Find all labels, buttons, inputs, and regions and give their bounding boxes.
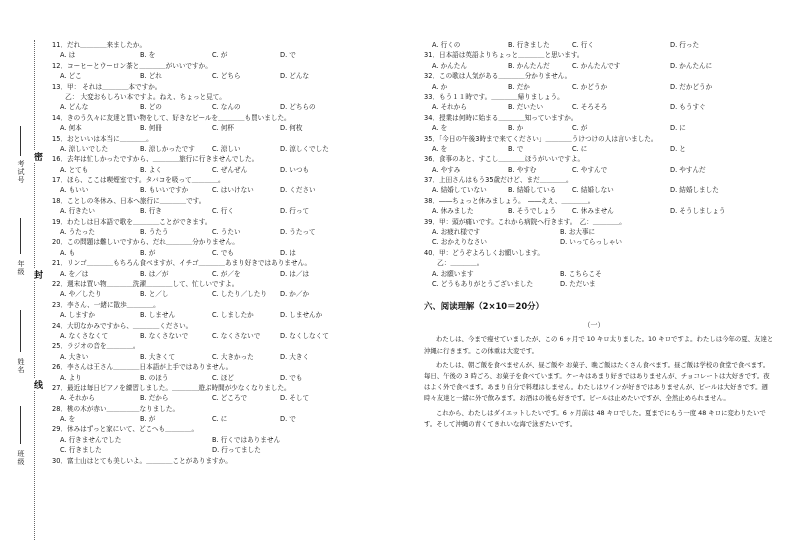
answer-option[interactable]: D. で [280,51,296,60]
answer-option[interactable]: C. ぜんぜん [212,165,248,174]
answer-option[interactable]: B. が [140,415,156,424]
answer-option[interactable]: C. 何杯 [212,124,234,133]
question-text: 乙：＿＿＿＿。 [424,259,484,268]
question-text: 16．去年は忙しかったですから、＿＿＿＿旅行に行きませんでした。 [52,155,259,164]
name-label: 姓名 [17,358,25,374]
question-text: 35．「今日の午後3時まで来てください」＿＿＿＿うけつけの人は言いました。 [424,134,658,143]
option-row [52,71,392,81]
option-row [52,414,392,424]
answer-option[interactable]: D. 大きく [280,352,310,361]
option-row [52,289,392,299]
left-column [52,40,392,466]
answer-option[interactable]: C. やすんで [572,165,608,174]
answer-option[interactable]: C. 行く [572,41,594,49]
answer-option[interactable]: C. かどうか [572,82,608,91]
option-row [52,144,392,154]
answer-option[interactable]: A. を [432,124,448,133]
option-row [424,279,764,289]
answer-option[interactable]: C. 涼しい [212,144,241,153]
answer-option[interactable]: D. いってらっしゃい [560,238,623,247]
option-row [52,445,392,455]
school-label: 班级 [17,450,25,466]
question-text: 15．おといいは本当に＿＿＿＿。 [52,134,153,143]
question-text: 19．わたしは日本語で歌を＿＿＿＿ことができます。 [52,217,212,226]
answer-option[interactable]: B. 行くではありません [212,435,281,444]
answer-option[interactable]: B. 行きました [508,41,550,49]
option-row [424,227,764,237]
answer-option[interactable]: B. かんたんだ [508,61,550,70]
answer-option[interactable]: B. お大事に [560,228,596,237]
answer-option[interactable]: A. うたった [60,228,95,237]
answer-option[interactable]: B. 何冊 [140,124,162,133]
option-row [52,331,392,341]
option-row [52,352,392,362]
question-text: 38．――ちょっと休みましょう。 ――ええ、＿＿＿＿。 [424,196,595,205]
answer-option[interactable]: A. 大きい [60,352,89,361]
answer-option[interactable]: B. 行き [140,207,162,216]
option-row [52,248,392,258]
question-text: 24．大切なかみですから、＿＿＿＿ください。 [52,321,193,330]
answer-option[interactable]: A. や／したり [60,290,102,299]
exam-no-line [20,126,21,156]
answer-option[interactable]: A. しますか [60,311,95,320]
question-text: 34．授業は何時に始まる＿＿＿＿知っていますか。 [424,113,578,122]
option-row [52,435,392,445]
answer-option[interactable]: C. が [212,51,228,60]
question-text: 14．きのう久々に友達と買い物をして、好きなビールを＿＿＿＿も買いました。 [52,113,291,122]
cut-line [34,40,39,540]
question-text: 26．李さんは王さん＿＿＿＿日本語が上手ではありません。 [52,363,233,372]
option-row [52,373,392,383]
option-row [424,102,764,112]
answer-option[interactable]: B. よく [140,165,162,174]
option-row [52,123,392,133]
answer-option[interactable]: D. 何枚 [280,124,303,133]
answer-option[interactable]: A. 行きませんでした [60,435,122,444]
passage-title: （一） [583,321,605,330]
option-row [424,237,764,247]
answer-option[interactable]: C. はいけない [212,186,254,195]
question-text: 25．ラジオの音を＿＿＿＿。 [52,342,140,351]
passage-paragraph-1: わたしは、今まで痩せていましたが、この 6 ヶ月で 10 キロ太りました。10 キロですよ。わたしは今年の夏、友達と沖縄に行きます。この体重は大変です。 [424,335,774,355]
answer-option[interactable]: B. 結婚している [508,186,557,195]
answer-option[interactable]: B. なくさないで [140,331,189,340]
answer-option[interactable]: D. どちらの [280,103,316,112]
answer-option[interactable]: D. やすんだ [670,165,706,174]
answer-option[interactable]: A. を [432,144,448,153]
seal-mark-3: 线 [34,378,43,391]
answer-option[interactable]: B. やすむ [508,165,537,174]
option-row [424,206,764,216]
answer-option[interactable]: D. は／は [280,269,310,278]
answer-option[interactable]: D. に [670,124,686,133]
answer-option[interactable]: C. 行きました [60,446,102,455]
answer-option[interactable]: B. は／が [140,269,169,278]
answer-option[interactable]: C. どちら [212,72,241,81]
question-text: 33．もう１１時です。＿＿＿＿帰りましょう。 [424,92,564,101]
question-text: 40．甲：どうぞよろしくお願いします。 [424,248,544,257]
question-text: 29．休みはずっと家にいて、どこへも＿＿＿＿。 [52,425,199,434]
answer-option[interactable]: B. と／し [140,290,169,299]
answer-option[interactable]: C. 大きかった [212,352,254,361]
option-row [424,269,764,279]
answer-option[interactable]: A. もいい [60,186,89,195]
answer-option[interactable]: A. も [60,248,76,257]
answer-option[interactable]: A. を／は [60,269,89,278]
question-text: 32．この歌は人気がある＿＿＿＿分かりません。 [424,72,572,81]
answer-option[interactable]: B. のほう [140,373,169,382]
answer-option[interactable]: A. を [60,415,76,424]
answer-option[interactable]: D. 行って [280,207,310,216]
answer-option[interactable]: A. それから [432,103,467,112]
question-text: 23．李さん、一緒に散歩＿＿＿＿。 [52,300,160,309]
section-title: 六、阅读理解（2×10＝20分） [424,301,544,312]
answer-option[interactable]: C. なくさないで [212,331,261,340]
answer-option[interactable]: D. 涼しくでした [280,144,329,153]
answer-option[interactable]: D. 行った [670,41,700,49]
question-text: 乙： 大変おもしろい本ですよ。ねえ、ちょっと見て。 [52,92,226,101]
answer-option[interactable]: A. 結婚していない [432,186,487,195]
answer-option[interactable]: D. か／か [280,290,310,299]
answer-option[interactable]: D. 行ってました [212,446,261,455]
answer-option[interactable]: A. お願います [432,269,474,278]
option-row [52,206,392,216]
answer-option[interactable]: A. 涼しいでした [60,144,109,153]
answer-option[interactable]: C. したり／したり [212,290,267,299]
answer-option[interactable]: D. そして [280,394,310,403]
answer-option[interactable]: C. に [212,415,228,424]
question-text: 37．上田さんはもう35歳だけど、まだ＿＿＿＿。 [424,176,573,185]
answer-option[interactable]: B. 涼しかったです [140,144,195,153]
answer-option[interactable]: A. 休みました [432,207,474,216]
answer-option[interactable]: A. とても [60,165,89,174]
seal-mark-2: 封 [34,268,43,281]
option-row [52,102,392,112]
answer-option[interactable]: C. そろそろ [572,103,608,112]
answer-option[interactable]: D. かんたんに [670,61,713,70]
answer-option[interactable]: A. 行くの [432,41,461,49]
seal-mark-1: 密 [34,150,43,163]
answer-option[interactable]: A. どこ [60,72,82,81]
answer-option[interactable]: B. そうでしょう [508,207,557,216]
answer-option[interactable]: C. しましたか [212,311,254,320]
answer-option[interactable]: D. で [280,415,296,424]
question-text: 27．最近は毎日ピアノを練習しました。＿＿＿＿遊ぶ時間が少なくなりました。 [52,383,291,392]
option-row [52,227,392,237]
answer-option[interactable]: A. より [60,373,82,382]
option-row [52,393,392,403]
question-text: 31．日本語は英語よりちょっと＿＿＿＿と思います。 [424,51,584,60]
option-row [52,50,392,60]
answer-option[interactable]: D. 結婚しました [670,186,719,195]
answer-option[interactable]: A. 何本 [60,124,82,133]
question-text: 39．甲：頭が痛いです。これから病院へ行きます。 乙：＿＿＿＿。 [424,217,626,226]
option-row [424,165,764,175]
answer-option[interactable]: D. しませんか [280,311,323,320]
option-row [424,82,764,92]
answer-option[interactable]: C. に [572,144,588,153]
answer-option[interactable]: B. だいたい [508,103,544,112]
question-text: 12．コーヒーとウーロン茶と＿＿＿＿がいいですか。 [52,61,212,70]
option-row [424,61,764,71]
name-line [20,310,21,352]
question-text: 30．富士山はとても美しいよ。＿＿＿＿ことがありますか。 [52,456,232,465]
answer-option[interactable]: A. か [432,82,448,91]
answer-option[interactable]: C. ほど [212,373,234,382]
question-text: 22．週末は買い物＿＿＿＿洗濯＿＿＿＿して、忙しいですよ。 [52,279,239,288]
option-row [52,269,392,279]
answer-option[interactable]: D. いつも [280,165,310,174]
answer-option[interactable]: B. うたう [140,228,169,237]
question-text: 11．だれ＿＿＿＿来ましたか。 [52,41,147,49]
answer-option[interactable]: D. でも [280,373,303,382]
answer-option[interactable]: B. だか [508,82,530,91]
option-row [424,123,764,133]
answer-option[interactable]: D. そうしましょう [670,207,726,216]
question-text: 28．桃の木が赤い＿＿＿＿＿なりました。 [52,404,180,413]
passage-paragraph-2: わたしは、朝ご飯を食べませんが、昼ご飯や お菓子、晩ご飯はたくさん食べます。昼ご飯は学校の食堂で食べます。毎日、午後の 3 時ごろ、お菓子を食べています。ケーキはあまり好きではありませんが、チョコレートは大好きです。夜はよく外で食べます。あまり自分で料理はしません。わたしはワインが好きではありませんが、ビールは大好きです。週時々友達と一緒に外で飲みます。お酒はの後も好きです。ビールは止めたいですが、全然止められません。 [424,360,770,403]
question-text: 18．ことしの冬休み、日本へ旅行に＿＿＿＿です。 [52,196,206,205]
answer-option[interactable]: B. 大きくて [140,352,176,361]
answer-option[interactable]: B. を [140,51,156,60]
answer-option[interactable]: A. どんな [60,103,89,112]
question-text: 13．甲： それは＿＿＿＿本ですか。 [52,82,162,91]
answer-option[interactable]: D. ただいま [560,279,596,288]
option-row [424,144,764,154]
answer-option[interactable]: C. どうもありがとうございました [432,279,534,288]
answer-option[interactable]: A. かんたん [432,61,467,70]
answer-option[interactable]: C. なんの [212,103,241,112]
school-line [20,406,21,444]
option-row [52,165,392,175]
class-line [20,218,21,254]
answer-option[interactable]: D. と [670,144,686,153]
answer-option[interactable]: C. 行く [212,207,234,216]
question-text: 36．食事のあと、すこし＿＿＿＿ほうがいいですよ。 [424,155,585,164]
option-row [52,310,392,320]
answer-option[interactable]: C. でも [212,248,234,257]
answer-option[interactable]: B. どの [140,103,162,112]
answer-option[interactable]: C. おかえりなさい [432,238,487,247]
answer-option[interactable]: A. お疲れ様です [432,228,481,237]
answer-option[interactable]: D. なくしなくて [280,331,329,340]
answer-option[interactable]: A. それから [60,394,95,403]
answer-option[interactable]: A. 行きたい [60,207,95,216]
question-text: 21．リンゴ＿＿＿＿もちろん食べますが、イチゴ＿＿＿＿あまり好きではありません。 [52,259,312,268]
answer-option[interactable]: A. やすみ [432,165,461,174]
answer-option[interactable]: C. うたい [212,228,241,237]
exam-no-label: 考试号 [17,160,25,184]
answer-option[interactable]: D. は [280,248,296,257]
answer-option[interactable]: C. が [572,124,588,133]
answer-option[interactable]: B. もいいですか [140,186,189,195]
answer-option[interactable]: B. こちらこそ [560,269,602,278]
answer-option[interactable]: B. だから [140,394,169,403]
answer-option[interactable]: A. は [60,51,76,60]
answer-option[interactable]: B. しません [140,311,176,320]
right-column [424,40,774,430]
answer-option[interactable]: C. が／を [212,269,241,278]
answer-option[interactable]: C. どころで [212,394,248,403]
answer-option[interactable]: B. どれ [140,72,162,81]
answer-option[interactable]: C. 休みません [572,207,614,216]
passage-paragraph-3: これから、わたしはダイエットしたいです。6 ヶ月前は 48 キロでした。夏までにもう一度 48 キロに変わりたいです。そして沖縄の青くてきれいな海で泳ぎたいです。 [424,408,766,428]
class-label: 年级 [17,260,25,276]
answer-option[interactable]: A. なくさなくて [60,331,109,340]
answer-option[interactable]: D. だかどうか [670,82,713,91]
answer-option[interactable]: B. か [508,124,524,133]
answer-option[interactable]: D. ください [280,186,316,195]
answer-option[interactable]: C. 結婚しない [572,186,614,195]
answer-option[interactable]: D. もうすぐ [670,103,706,112]
question-text: 17．ほら、ここは喫煙室です。タバコを吸って＿＿＿＿。 [52,176,225,185]
question-text: 20．この問題は難しいですから、だれ＿＿＿＿分かりません。 [52,238,239,247]
answer-option[interactable]: D. どんな [280,72,310,81]
option-row [424,185,764,195]
answer-option[interactable]: D. うたって [280,228,316,237]
answer-option[interactable]: C. かんたんです [572,61,621,70]
answer-option[interactable]: B. で [508,144,524,153]
option-row [424,40,764,50]
option-row [52,185,392,195]
answer-option[interactable]: B. が [140,248,156,257]
